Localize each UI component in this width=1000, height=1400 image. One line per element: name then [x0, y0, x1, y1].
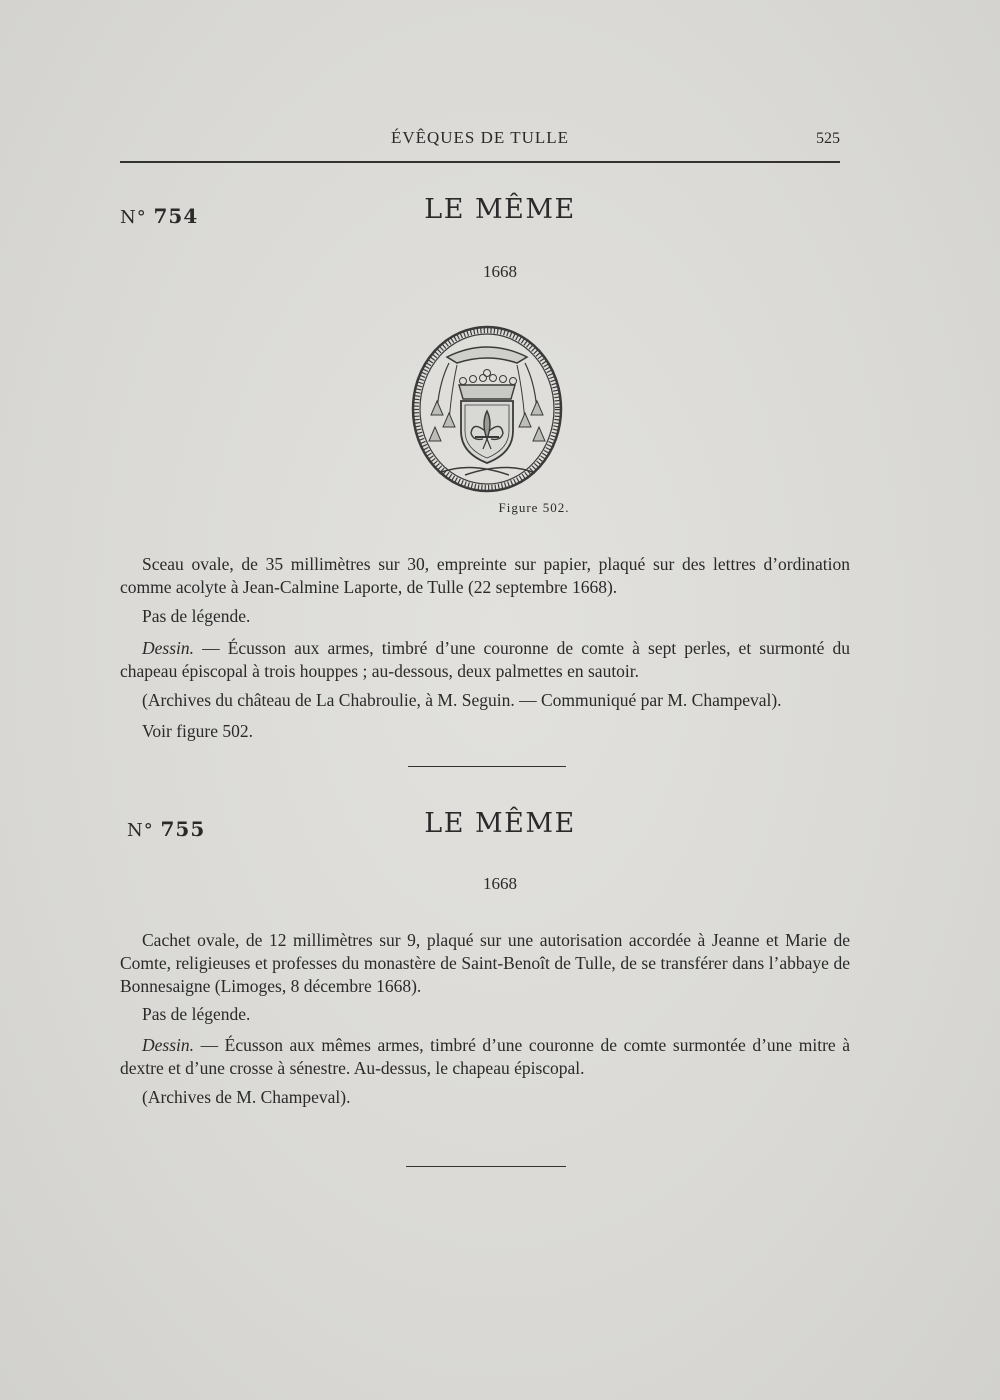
entry-date-754: 1668 — [483, 262, 517, 281]
seal-figure-image — [409, 323, 565, 495]
entry-prefix: N° — [127, 820, 154, 841]
dessin-label: Dessin. — [142, 1035, 195, 1055]
header-rule — [120, 161, 840, 163]
description-754: Sceau ovale, de 35 millimètres sur 30, empreinte sur papier, plaqué sur des lettres d’ordination comme acolyte à Jean-Calmine Laporte, de Tulle (22 septembre 1668). — [120, 554, 850, 597]
entry-title-755: LE MÊME — [424, 808, 576, 839]
entry-number: 755 — [160, 817, 206, 841]
running-title: ÉVÊQUES DE TULLE — [390, 128, 570, 147]
entry-date-755: 1668 — [483, 874, 517, 893]
running-head — [120, 128, 840, 152]
archives-754: (Archives du château de La Chabroulie, à M. Seguin. — Communiqué par M. Champeval). — [142, 690, 782, 710]
see-figure-754: Voir figure 502. — [142, 721, 253, 741]
end-divider — [406, 1166, 566, 1167]
legend-755: Pas de légende. — [142, 1004, 251, 1024]
entry-prefix: N° — [120, 207, 147, 228]
dessin-text: — Écusson aux mêmes armes, timbré d’une couronne de comte surmontée d’une mitre à dextre et d’une crosse à sénestre. Au-dessus, le chapeau épiscopal. — [120, 1035, 850, 1078]
description-755: Cachet ovale, de 12 millimètres sur 9, plaqué sur une autorisation accordée à Jeanne et Marie de Comte, religieuses et professes du monastère de Saint-Benoît de Tulle, de se transférer dans l’abbaye de Bonnesaigne (Limoges, 8 décembre 1668). — [120, 930, 850, 996]
page-number: 525 — [816, 130, 840, 147]
figure-caption: Figure 502. — [498, 500, 570, 515]
dessin-755 — [120, 1034, 850, 1080]
section-divider — [408, 766, 566, 767]
entry-title-754: LE MÊME — [424, 194, 576, 225]
dessin-label: Dessin. — [142, 638, 195, 658]
dessin-text: — Écusson aux armes, timbré d’une couronne de comte à sept perles, et surmonté du chapeau épiscopal à trois houppes ; au-dessous, deux palmettes en sautoir. — [120, 638, 850, 681]
archives-755: (Archives de M. Champeval). — [142, 1087, 351, 1107]
entry-number: 754 — [153, 204, 199, 228]
dessin-754 — [120, 637, 850, 683]
legend-754: Pas de légende. — [142, 606, 251, 626]
